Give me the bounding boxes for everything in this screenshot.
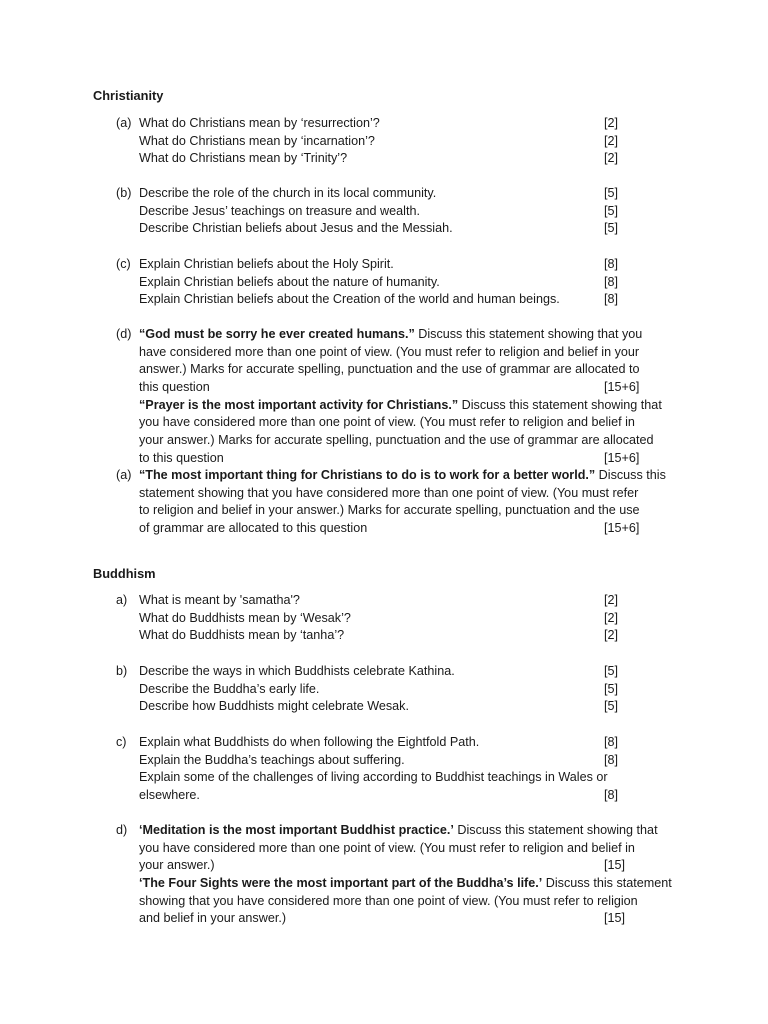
question-line	[139, 840, 684, 858]
question-marker: (c)	[116, 257, 131, 271]
question-text: statement showing that you have considered more than one point of view. (You must refer	[139, 485, 639, 500]
question-line	[139, 133, 684, 151]
marks-label: [15+6]	[604, 450, 640, 465]
marks-label: [8]	[604, 274, 619, 289]
marks-label: [5]	[604, 681, 619, 696]
marks-label: [8]	[604, 257, 619, 271]
question-line	[139, 414, 684, 432]
question-text: Discuss this statement	[542, 876, 672, 891]
question-group-christianity-c	[0, 256, 768, 309]
question-group-buddhism-a	[0, 592, 768, 645]
question-text: this question	[139, 380, 210, 395]
marks-label: [8]	[604, 788, 619, 803]
question-marker: (a)	[116, 468, 132, 482]
question-marker: a)	[116, 593, 128, 607]
question-line	[139, 520, 684, 538]
marks-label: [15+6]	[604, 521, 640, 536]
question-line	[139, 361, 684, 379]
question-text: Discuss this	[595, 468, 666, 482]
question-line	[139, 734, 684, 752]
question-text: Describe the ways in which Buddhists celebrate Kathina.	[139, 664, 455, 678]
question-line	[139, 502, 684, 520]
question-line	[139, 910, 684, 928]
question-line	[139, 203, 684, 221]
question-line	[139, 698, 684, 716]
question-line	[139, 787, 684, 805]
question-text: Describe the Buddha’s early life.	[139, 681, 320, 696]
question-text: What do Christians mean by ‘incarnation’?	[139, 133, 375, 148]
question-marker: (a)	[116, 116, 132, 130]
question-text: Explain some of the challenges of living according to Buddhist teachings in Wales or	[139, 770, 608, 785]
question-text: Describe how Buddhists might celebrate Wesak.	[139, 699, 409, 714]
question-text: Explain Christian beliefs about the Creation of the world and human beings.	[139, 292, 560, 307]
question-text: Explain Christian beliefs about the nature of humanity.	[139, 274, 440, 289]
question-marker: c)	[116, 735, 127, 749]
marks-label: [5]	[604, 699, 619, 714]
marks-label: [5]	[604, 203, 619, 218]
question-line	[139, 397, 684, 415]
question-line	[139, 893, 684, 911]
marks-label: [2]	[604, 593, 619, 607]
question-line	[139, 326, 684, 344]
question-line	[139, 432, 684, 450]
statement-quote: “The most important thing for Christians to do is to work for a better world.”	[139, 468, 596, 482]
question-text: Describe the role of the church in its local community.	[139, 186, 437, 200]
marks-label: [2]	[604, 151, 619, 166]
question-line	[139, 220, 684, 238]
question-text: to religion and belief in your answer.) Marks for accurate spelling, punctuation and the use	[139, 503, 640, 518]
question-text: What do Christians mean by ‘Trinity’?	[139, 151, 348, 166]
question-line	[139, 875, 684, 893]
question-text: Explain Christian beliefs about the Holy Spirit.	[139, 257, 394, 271]
question-line	[139, 115, 684, 133]
question-line	[139, 769, 684, 787]
section-title-buddhism: Buddhism	[93, 566, 156, 581]
marks-label: [5]	[604, 186, 619, 200]
question-group-christianity-a2	[0, 467, 768, 538]
marks-label: [15+6]	[604, 380, 640, 395]
question-text: your answer.) Marks for accurate spelling, punctuation and the use of grammar are allocated	[139, 433, 654, 448]
question-line	[139, 592, 684, 610]
question-line	[139, 185, 684, 203]
question-line	[139, 610, 684, 628]
question-group-buddhism-d	[0, 822, 768, 928]
question-marker: d)	[116, 823, 128, 837]
question-group-christianity-d	[0, 326, 768, 468]
question-line	[139, 450, 684, 468]
question-line	[139, 274, 684, 292]
question-marker: (b)	[116, 186, 132, 200]
marks-label: [8]	[604, 752, 619, 767]
question-text: to this question	[139, 450, 224, 465]
question-text: What do Christians mean by ‘resurrection’?	[139, 116, 380, 130]
question-text: your answer.)	[139, 858, 215, 873]
marks-label: [2]	[604, 610, 619, 625]
question-line	[139, 822, 684, 840]
question-line	[139, 344, 684, 362]
question-text: have considered more than one point of view. (You must refer to religion and belief in your	[139, 344, 640, 359]
marks-label: [8]	[604, 292, 619, 307]
question-line	[139, 752, 684, 770]
question-line	[139, 291, 684, 309]
section-title-christianity: Christianity	[93, 88, 164, 103]
question-line	[139, 857, 684, 875]
question-line	[139, 485, 684, 503]
marks-label: [5]	[604, 221, 619, 236]
question-text: Explain the Buddha’s teachings about suffering.	[139, 752, 405, 767]
question-line	[139, 681, 684, 699]
question-line	[139, 379, 684, 397]
marks-label: [8]	[604, 735, 619, 749]
question-group-buddhism-b	[0, 663, 768, 716]
marks-label: [15]	[604, 911, 626, 926]
statement-quote: ‘Meditation is the most important Buddhist practice.’	[139, 823, 454, 837]
question-text: What do Buddhists mean by ‘Wesak’?	[139, 610, 351, 625]
question-line	[139, 256, 684, 274]
question-group-christianity-b	[0, 185, 768, 238]
question-text: Describe Jesus’ teachings on treasure and wealth.	[139, 203, 420, 218]
statement-quote: “Prayer is the most important activity for Christians.”	[139, 397, 459, 412]
question-text: Explain what Buddhists do when following the Eightfold Path.	[139, 735, 480, 749]
question-marker: (d)	[116, 327, 132, 341]
marks-label: [2]	[604, 133, 619, 148]
question-line	[139, 467, 684, 485]
statement-quote: ‘The Four Sights were the most important part of the Buddha’s life.’	[139, 876, 543, 891]
marks-label: [2]	[604, 116, 619, 130]
marks-label: [15]	[604, 858, 626, 873]
question-text: answer.) Marks for accurate spelling, punctuation and the use of grammar are allocated to	[139, 362, 640, 377]
question-text: you have considered more than one point of view. (You must refer to religion and belief in	[139, 415, 635, 430]
question-text: Discuss this statement showing that	[458, 397, 662, 412]
question-line	[139, 663, 684, 681]
question-group-buddhism-c	[0, 734, 768, 805]
question-text: you have considered more than one point of view. (You must refer to religion and belief in	[139, 840, 635, 855]
question-marker: b)	[116, 664, 128, 678]
question-line	[139, 627, 684, 645]
statement-quote: “God must be sorry he ever created humans.”	[139, 327, 415, 341]
question-text: Describe Christian beliefs about Jesus and the Messiah.	[139, 221, 453, 236]
question-text: What do Buddhists mean by ‘tanha’?	[139, 628, 345, 643]
marks-label: [5]	[604, 664, 619, 678]
question-text: elsewhere.	[139, 788, 200, 803]
question-line	[139, 150, 684, 168]
question-text: What is meant by 'samatha'?	[139, 593, 300, 607]
question-text: Discuss this statement showing that	[453, 823, 658, 837]
marks-label: [2]	[604, 628, 619, 643]
question-group-christianity-a	[0, 115, 768, 168]
question-text: and belief in your answer.)	[139, 911, 287, 926]
question-text: Discuss this statement showing that you	[414, 327, 643, 341]
question-text: of grammar are allocated to this question	[139, 521, 368, 536]
question-text: showing that you have considered more than one point of view. (You must refer to religion	[139, 893, 638, 908]
